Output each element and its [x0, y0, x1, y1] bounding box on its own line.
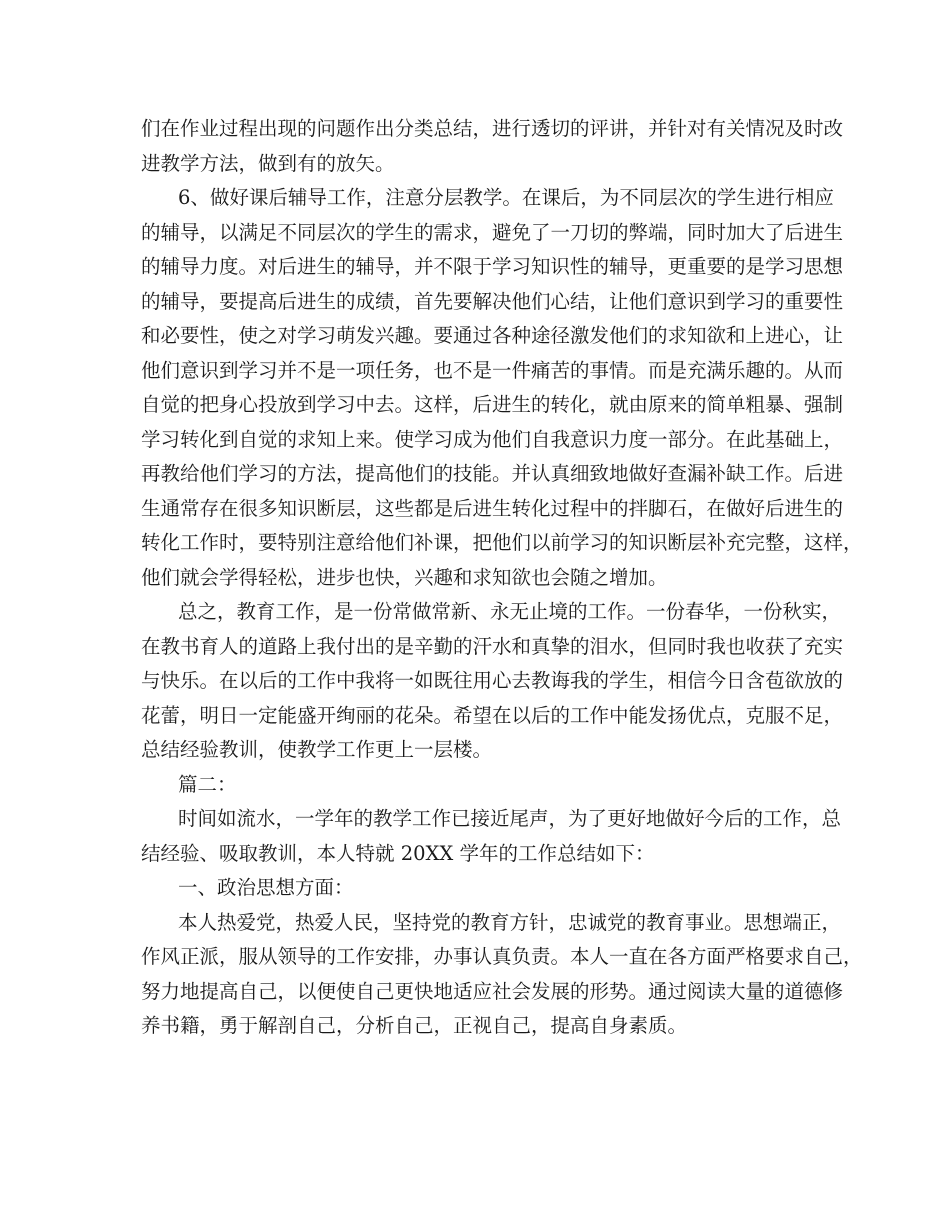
text-line: 一、政治思想方面：	[178, 876, 354, 899]
document-body	[141, 112, 863, 1044]
text-line: 自觉的把身心投放到学习中去。这样，后进生的转化，就由原来的简单粗暴、强制	[141, 393, 844, 416]
text-line: 总结经验教训，使教学工作更上一层楼。	[141, 738, 493, 761]
text-line: 再教给他们学习的方法，提高他们的技能。并认真细致地做好查漏补缺工作。后进	[141, 462, 844, 485]
text-line: 他们意识到学习并不是一项任务，也不是一件痛苦的事情。而是充满乐趣的。从而	[141, 358, 844, 382]
text-line: 学习转化到自觉的求知上来。使学习成为他们自我意识力度一部分。在此基础上，	[141, 427, 844, 451]
text-line: 花蕾，明日一定能盛开绚丽的花朵。希望在以后的工作中能发扬优点，克服不足，	[141, 703, 844, 727]
text-line: 6、做好课后辅导工作，注意分层教学。在课后，为不同层次的学生进行相应	[178, 186, 834, 209]
text-line: 和必要性，使之对学习萌发兴趣。要通过各种途径激发他们的求知欲和上进心，让	[141, 324, 844, 347]
text-line: 努力地提高自己，以便使自己更快地适应社会发展的形势。通过阅读大量的道德修	[141, 979, 844, 1003]
text-line: 他们就会学得轻松，进步也快，兴趣和求知欲也会随之增加。	[141, 565, 668, 589]
text-line: 养书籍，勇于解剖自己，分析自己，正视自己，提高自身素质。	[141, 1014, 688, 1037]
text-line: 总之，教育工作，是一份常做常新、永无止境的工作。一份春华，一份秋实，	[178, 600, 842, 623]
text-line: 的辅导，要提高后进生的成绩，首先要解决他们心结，让他们意识到学习的重要性	[141, 289, 844, 313]
text-line: 进教学方法，做到有的放矢。	[141, 151, 395, 175]
text-line: 转化工作时，要特别注意给他们补课，把他们以前学习的知识断层补充完整，这样，	[141, 531, 863, 554]
text-line: 的辅导，以满足不同层次的学生的需求，避免了一刀切的弊端，同时加大了后进生	[141, 220, 844, 244]
text-line: 生通常存在很多知识断层，这些都是后进生转化过程中的拌脚石，在做好后进生的	[141, 496, 844, 520]
text-line: 与快乐。在以后的工作中我将一如既往用心去教诲我的学生，相信今日含苞欲放的	[141, 669, 844, 692]
text-line: 在教书育人的道路上我付出的是辛勤的汗水和真挚的泪水，但同时我也收获了充实	[141, 634, 844, 658]
text-line: 的辅导力度。对后进生的辅导，并不限于学习知识性的辅导，更重要的是学习思想	[141, 255, 844, 278]
text-line: 结经验、吸取教训，本人特就 20XX 学年的工作总结如下：	[141, 841, 655, 865]
text-line: 本人热爱党，热爱人民，坚持党的教育方针，忠诚党的教育事业。思想端正，	[178, 910, 842, 934]
text-line: 作风正派，服从领导的工作安排，办事认真负责。本人一直在各方面严格要求自己，	[141, 945, 863, 968]
text-line: 时间如流水，一学年的教学工作已接近尾声，为了更好地做好今后的工作，总	[178, 807, 842, 830]
text-line: 们在作业过程出现的问题作出分类总结，进行透切的评讲，并针对有关情况及时改	[141, 117, 844, 140]
text-line: 篇二：	[178, 772, 237, 796]
